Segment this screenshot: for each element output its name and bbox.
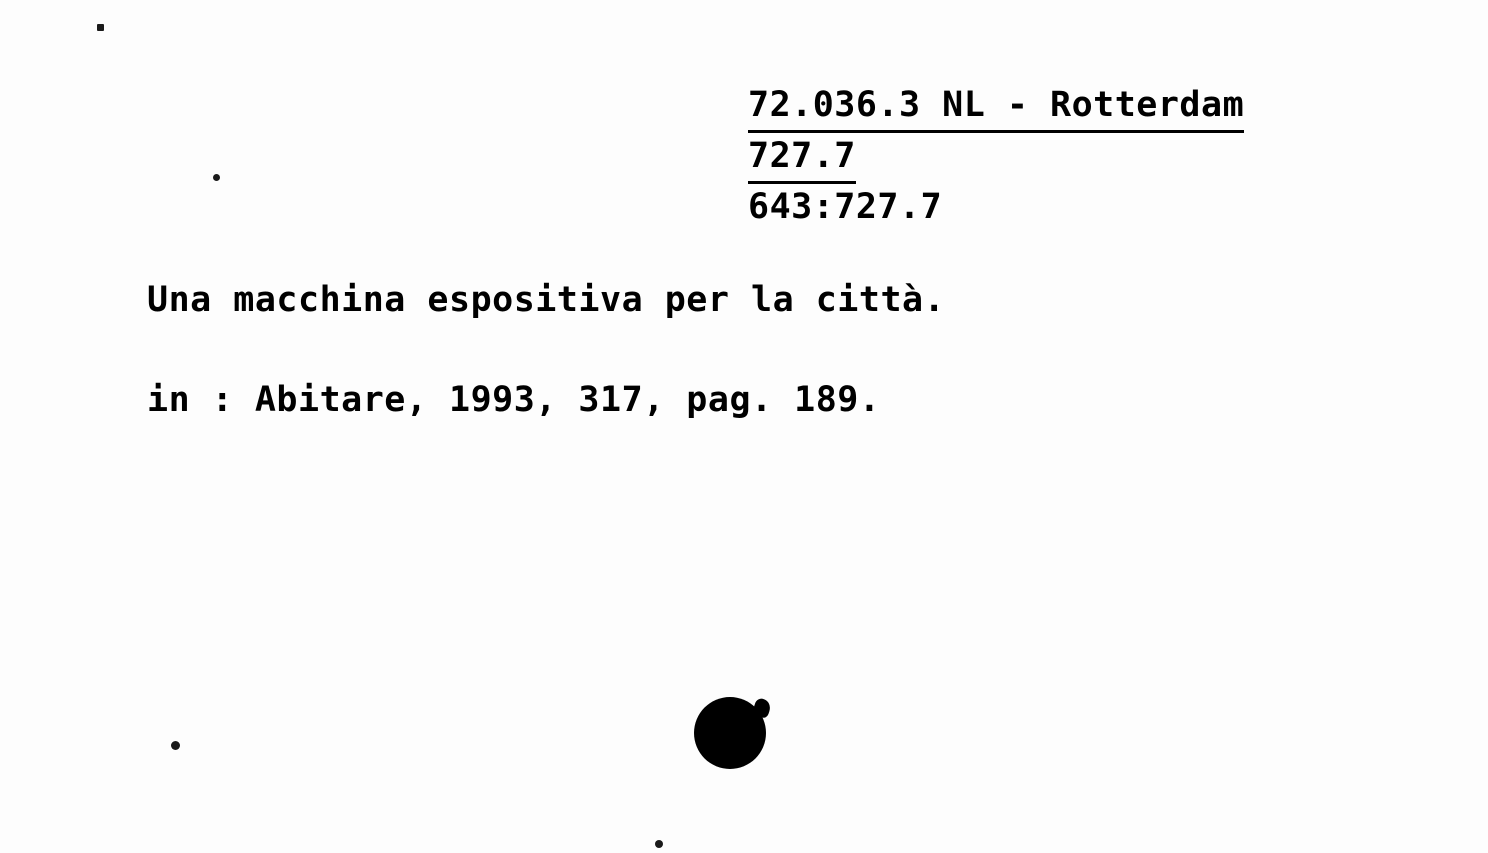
scan-speck <box>213 174 220 181</box>
ink-blot-icon <box>694 697 766 769</box>
classmark-block <box>748 82 1244 231</box>
classmark-line-3 <box>748 184 1244 231</box>
scan-speck <box>655 840 663 848</box>
classmark-text: 643:727.7 <box>748 187 943 227</box>
scan-speck <box>171 741 180 750</box>
classmark-text: 72.036.3 NL - Rotterdam <box>748 82 1244 133</box>
scan-speck <box>97 24 104 31</box>
classmark-line-1 <box>748 82 1244 133</box>
classmark-text: 727.7 <box>748 133 856 184</box>
classmark-line-2 <box>748 133 1244 184</box>
record-title: Una macchina espositiva per la città. <box>147 280 946 320</box>
record-source: in : Abitare, 1993, 317, pag. 189. <box>147 380 881 420</box>
